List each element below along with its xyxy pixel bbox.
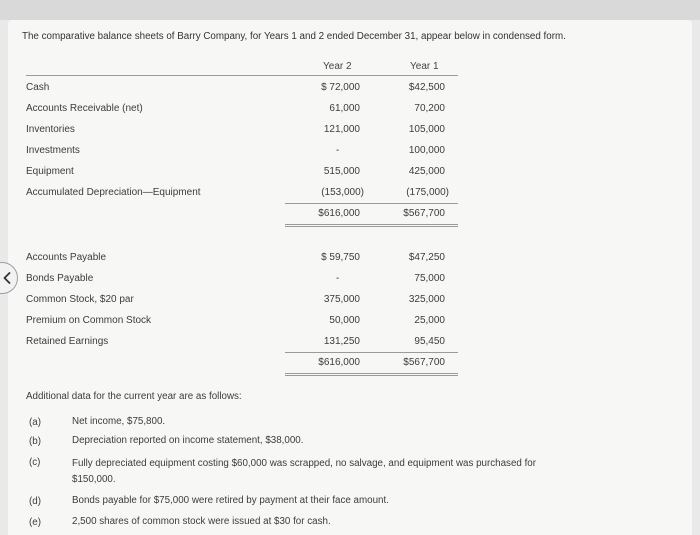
liability-label: Accounts Payable	[26, 252, 107, 263]
asset-year2: 61,000	[329, 103, 360, 114]
additional-data-heading: Additional data for the current year are as follows:	[26, 391, 242, 402]
liability-year1: 95,450	[414, 336, 445, 347]
liability-year1: 325,000	[408, 294, 445, 305]
item-text: Bonds payable for $75,000 were retired by payment at their face amount.	[72, 495, 389, 506]
liability-year1: $47,250	[408, 252, 445, 263]
liabilities-total-rule	[285, 373, 458, 374]
item-letter: (b)	[29, 436, 41, 447]
liability-year1: 25,000	[414, 315, 445, 326]
item-letter: (e)	[29, 517, 41, 528]
year1-header: Year 1	[410, 61, 439, 72]
asset-year1: 425,000	[408, 166, 445, 177]
asset-label: Accounts Receivable (net)	[26, 103, 143, 114]
asset-label: Accumulated Depreciation—Equipment	[26, 187, 201, 198]
asset-year1: 100,000	[408, 145, 445, 156]
item-text: Depreciation reported on income statement, $38,000.	[72, 435, 304, 446]
assets-total-rule	[285, 224, 458, 225]
asset-year2: -	[336, 145, 340, 156]
asset-label: Equipment	[26, 166, 74, 177]
item-letter: (d)	[29, 496, 41, 507]
assets-total-year1: $567,700	[403, 208, 445, 219]
item-letter: (c)	[29, 457, 41, 468]
asset-year2: 515,000	[323, 166, 360, 177]
item-text: 2,500 shares of common stock were issued at $30 for cash.	[72, 516, 331, 527]
assets-total-rule-double	[285, 226, 458, 227]
asset-label: Inventories	[26, 124, 75, 135]
liabilities-total-year1: $567,700	[403, 357, 445, 368]
liability-year2: 375,000	[323, 294, 360, 305]
liability-label: Common Stock, $20 par	[26, 294, 134, 305]
liability-year2: 131,250	[323, 336, 360, 347]
asset-year2: 121,000	[323, 124, 360, 135]
liability-year1: 75,000	[414, 273, 445, 284]
chevron-left-icon	[3, 272, 11, 284]
year2-header: Year 2	[323, 61, 352, 72]
assets-total-year2: $616,000	[318, 208, 360, 219]
item-text: Net income, $75,800.	[72, 416, 166, 427]
liabilities-total-year2: $616,000	[318, 357, 360, 368]
intro-text: The comparative balance sheets of Barry Company, for Years 1 and 2 ended December 31, appear below in condensed form.	[22, 31, 566, 42]
liabilities-subtotal-rule	[285, 352, 458, 353]
asset-label: Investments	[26, 145, 80, 156]
liability-year2: $ 59,750	[321, 252, 360, 263]
liability-label: Bonds Payable	[26, 273, 94, 284]
asset-year2: $ 72,000	[321, 82, 360, 93]
liabilities-total-rule-double	[285, 375, 458, 376]
liability-year2: 50,000	[329, 315, 360, 326]
liability-label: Premium on Common Stock	[26, 315, 152, 326]
asset-label: Cash	[26, 82, 50, 93]
item-text: Fully depreciated equipment costing $60,000 was scrapped, no salvage, and equipment was purchased for $150,000.	[72, 458, 537, 485]
asset-year2: (153,000)	[321, 187, 364, 198]
asset-year1: $42,500	[408, 82, 445, 93]
top-bar	[0, 0, 700, 20]
liability-year2: -	[336, 273, 340, 284]
asset-year1: (175,000)	[406, 187, 449, 198]
asset-year1: 105,000	[408, 124, 445, 135]
assets-subtotal-rule	[285, 203, 458, 204]
asset-year1: 70,200	[414, 103, 445, 114]
item-letter: (a)	[29, 417, 41, 428]
header-rule	[26, 75, 458, 76]
liability-label: Retained Earnings	[26, 336, 109, 347]
